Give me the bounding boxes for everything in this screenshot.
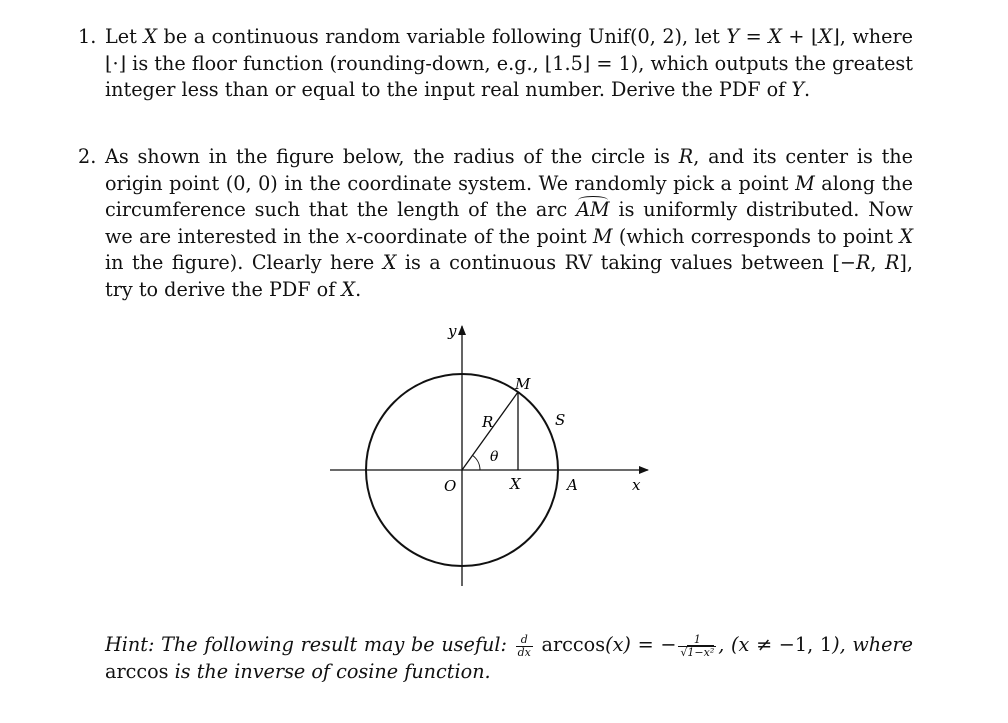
label-O: O [444, 477, 457, 495]
theta-arc [473, 455, 481, 470]
problem-2-text: As shown in the figure below, the radius of the circle is R, and its center is the origin point (0, 0) in the coordinate system. We randomly pick a point M along the circumference such that the length of the arc AM is uniformly distributed. Now we are interested in the x-coordinate of the point M (which corresponds to point X in the figure). Clearly here X is a continuous RV taking values between [−R, R], try to derive the PDF of X. [105, 145, 914, 301]
label-x: x [632, 476, 641, 494]
problem-2-number: 2. [78, 145, 97, 168]
label-S: S [555, 411, 566, 429]
hint-text: Hint: The following result may be useful: $\frac{d}{dx}$ arccos(x) = − $\frac{1}{\text{√1−x²}}$ , (x ≠ −1, 1), where arccos is the inverse of cosine function. [105, 632, 913, 683]
problem-1-number: 1. [78, 25, 97, 48]
label-y: y [448, 322, 457, 340]
label-A: A [567, 476, 578, 494]
label-X: X [510, 475, 521, 493]
circle-figure [320, 318, 660, 593]
problem-1-text: Let X be a continuous random variable following Unif(0, 2), let Y = X + ⌊X⌋, where ⌊·⌋ is the floor function (rounding-down, e.g., ⌊1.5⌋ = 1), which outputs the greatest integer less than or equal to the input real number. Derive the PDF of Y. [105, 25, 913, 101]
label-M: M [515, 375, 531, 393]
label-theta: θ [490, 449, 499, 465]
label-R: R [482, 413, 494, 431]
problem-2 [78, 144, 913, 303]
problem-1 [78, 24, 913, 104]
